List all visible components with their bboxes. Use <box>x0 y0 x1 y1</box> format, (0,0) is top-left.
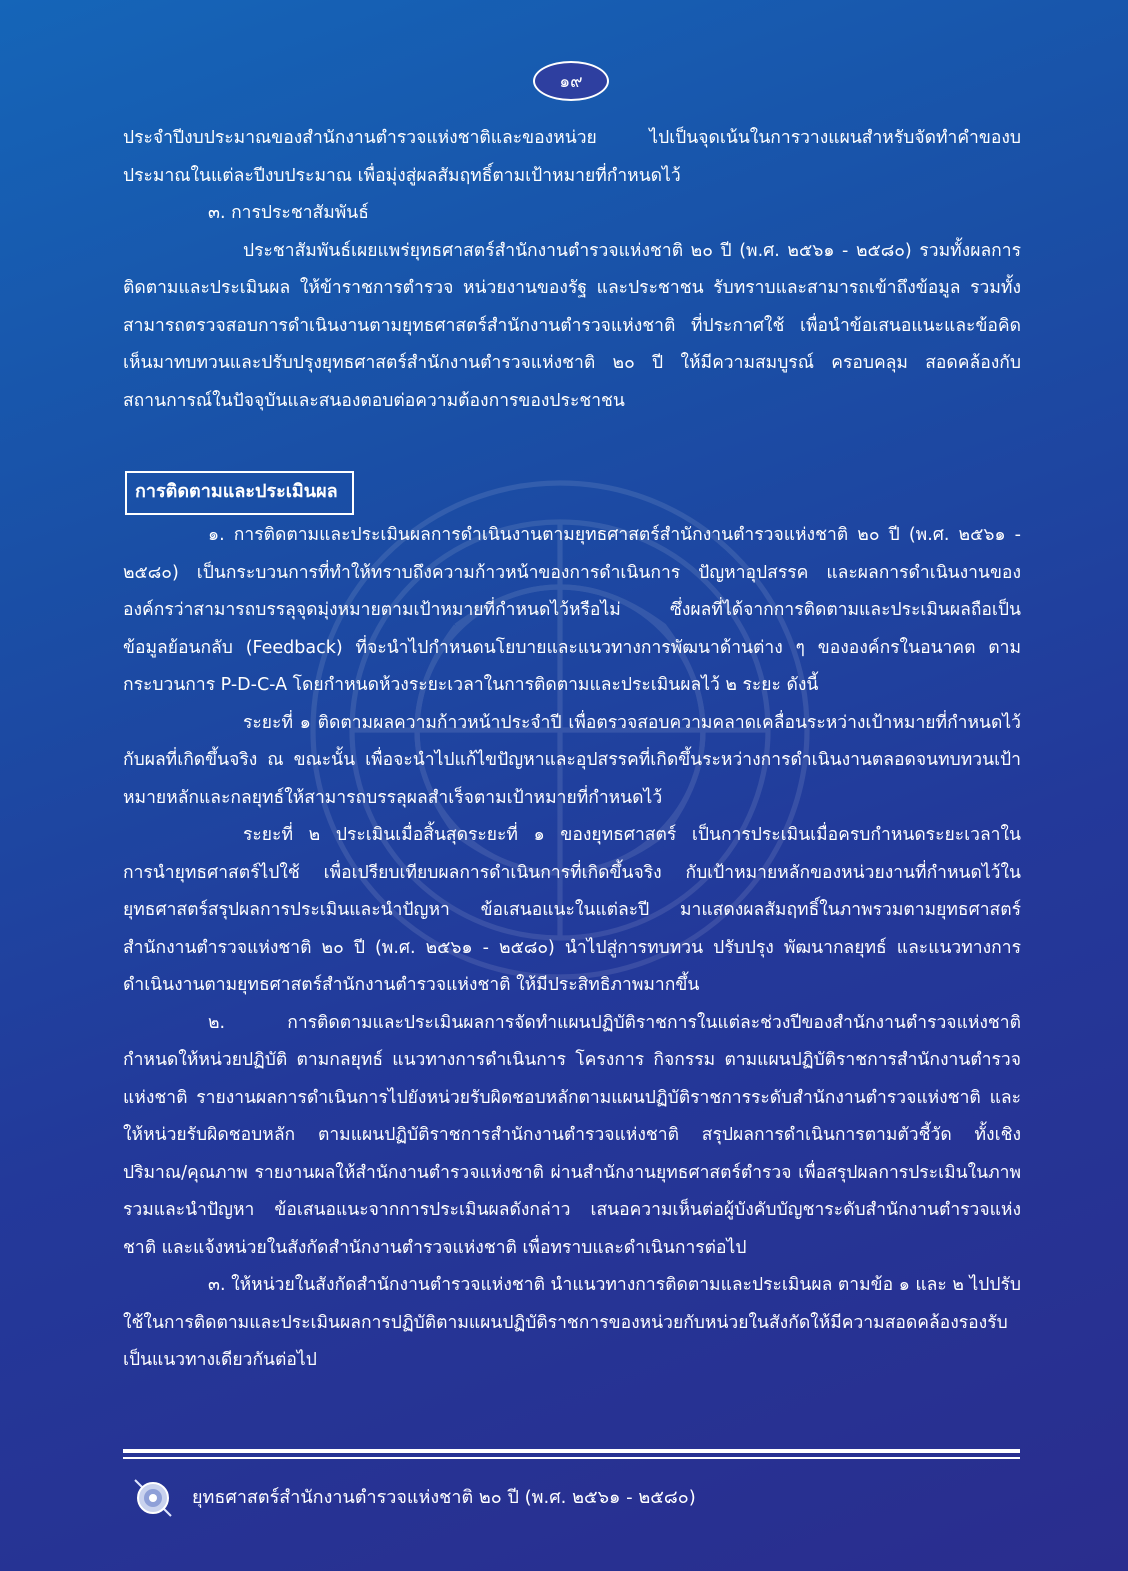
paragraph-evaluation-3: ๓. ให้หน่วยในสังกัดสำนักงานตำรวจแห่งชาติ นำแนวทางการติดตามและประเมินผล ตามข้อ ๑ และ ๒ ไปปรับใช้ในการติดตามและประเมินผลการปฏิบัติตามแผนปฏิบัติราชการของหน่วยกับหน่วยในสังกัดให้มีความสอดคล้องรองรับเป็นแนวทางเดียวกันต่อไป <box>123 1275 1021 1370</box>
spacer <box>123 420 1021 457</box>
footer-document-title: ยุทธศาสตร์สำนักงานตำรวจแห่งชาติ ๒๐ ปี (พ.ศ. ๒๕๖๑ - ๒๕๘๐) <box>192 1487 696 1508</box>
paragraph-continuation: ประจำปีงบประมาณของสำนักงานตำรวจแห่งชาติและของหน่วย ไปเป็นจุดเน้นในการวางแผนสำหรับจัดทำคำของบประมาณในแต่ละปีงบประมาณ เพื่อมุ่งสู่ผลสัมฤทธิ์ตามเป้าหมายที่กำหนดไว้ <box>123 128 1021 186</box>
page-number: ๑๙ <box>533 61 609 101</box>
subheading-public-relations: ๓. การประชาสัมพันธ์ <box>208 203 369 223</box>
police-emblem-icon <box>133 1478 173 1518</box>
paragraph-phase-1: ระยะที่ ๑ ติดตามผลความก้าวหน้าประจำปี เพื่อตรวจสอบความคลาดเคลื่อนระหว่างเป้าหมายที่กำหนดไว้กับผลที่เกิดขึ้นจริง ณ ขณะนั้น เพื่อจะนำไปแก้ไขปัญหาและอุปสรรคที่เกิดขึ้นระหว่างการดำเนินงานตลอดจนทบทวนเป้าหมายหลักและกลยุทธ์ให้สามารถบรรลุผลสำเร็จตามเป้าหมายที่กำหนดไว้ <box>123 712 1021 808</box>
paragraph-evaluation-2: ๒. การติดตามและประเมินผลการจัดทำแผนปฏิบัติราชการในแต่ละช่วงปีของสำนักงานตำรวจแห่งชาติ กำหนดให้หน่วยปฏิบัติ ตามกลยุทธ์ แนวทางการดำเนินการ โครงการ กิจกรรม ตามแผนปฏิบัติราชการสำนักงานตำรวจแห่งชาติ รายงานผลการดำเนินการไปยังหน่วยรับผิดชอบหลักตามแผนปฏิบัติราชการระดับสำนักงานตำรวจแห่งชาติ และให้หน่วยรับผิดชอบหลัก ตามแผนปฏิบัติราชการสำนักงานตำรวจแห่งชาติ สรุปผลการดำเนินการตามตัวชี้วัด ทั้งเชิงปริมาณ/คุณภาพ รายงานผลให้สำนักงานตำรวจแห่งชาติ ผ่านสำนักงานยุทธศาสตร์ตำรวจ เพื่อสรุปผลการประเมินในภาพรวมและนำปัญหา ข้อเสนอแนะจากการประเมินผลดังกล่าว เสนอความเห็นต่อผู้บังคับบัญชาระดับสำนักงานตำรวจแห่งชาติ และแจ้งหน่วยในสังกัดสำนักงานตำรวจแห่งชาติ เพื่อทราบและดำเนินการต่อไป <box>123 1012 1021 1258</box>
footer-divider <box>123 1449 1020 1459</box>
document-body <box>123 120 1021 1380</box>
paragraph-evaluation-1: ๑. การติดตามและประเมินผลการดำเนินงานตามยุทธศาสตร์สำนักงานตำรวจแห่งชาติ ๒๐ ปี (พ.ศ. ๒๕๖๑ - ๒๕๘๐) เป็นกระบวนการที่ทำให้ทราบถึงความก้าวหน้าของการดำเนินการ ปัญหาอุปสรรค และผลการดำเนินงานขององค์กรว่าสามารถบรรลุจุดมุ่งหมายตามเป้าหมายที่กำหนดไว้หรือไม่ ซึ่งผลที่ได้จากการติดตามและประเมินผลถือเป็นข้อมูลย้อนกลับ (Feedback) ที่จะนำไปกำหนดนโยบายและแนวทางการพัฒนาด้านต่าง ๆ ขององค์กรในอนาคต ตามกระบวนการ P-D-C-A โดยกำหนดห้วงระยะเวลาในการติดตามและประเมินผลไว้ ๒ ระยะ ดังนี้ <box>123 525 1021 695</box>
paragraph-public-relations: ประชาสัมพันธ์เผยแพร่ยุทธศาสตร์สำนักงานตำรวจแห่งชาติ ๒๐ ปี (พ.ศ. ๒๕๖๑ - ๒๕๘๐) รวมทั้งผลการติดตามและประเมินผล ให้ข้าราชการตำรวจ หน่วยงานของรัฐ และประชาชน รับทราบและสามารถเข้าถึงข้อมูล รวมทั้งสามารถตรวจสอบการดำเนินงานตามยุทธศาสตร์สำนักงานตำรวจแห่งชาติ ที่ประกาศใช้ เพื่อนำข้อเสนอแนะและข้อคิดเห็นมาทบทวนและปรับปรุงยุทธศาสตร์สำนักงานตำรวจแห่งชาติ ๒๐ ปี ให้มีความสมบูรณ์ ครอบคลุม สอดคล้องกับสถานการณ์ในปัจจุบันและสนองตอบต่อความต้องการของประชาชน <box>123 240 1021 411</box>
paragraph-phase-2: ระยะที่ ๒ ประเมินเมื่อสิ้นสุดระยะที่ ๑ ของยุทธศาสตร์ เป็นการประเมินเมื่อครบกำหนดระยะเวลาในการนำยุทธศาสตร์ไปใช้ เพื่อเปรียบเทียบผลการดำเนินการที่เกิดขึ้นจริง กับเป้าหมายหลักของหน่วยงานที่กำหนดไว้ในยุทธศาสตร์สรุปผลการประเมินและนำปัญหา ข้อเสนอแนะในแต่ละปี มาแสดงผลสัมฤทธิ์ในภาพรวมตามยุทธศาสตร์สำนักงานตำรวจแห่งชาติ ๒๐ ปี (พ.ศ. ๒๕๖๑ - ๒๕๘๐) นำไปสู่การทบทวน ปรับปรุง พัฒนากลยุทธ์ และแนวทางการดำเนินงานตามยุทธศาสตร์สำนักงานตำรวจแห่งชาติ ให้มีประสิทธิภาพมากขึ้น <box>123 825 1021 995</box>
section-title-monitoring-evaluation: การติดตามและประเมินผล <box>125 471 354 515</box>
